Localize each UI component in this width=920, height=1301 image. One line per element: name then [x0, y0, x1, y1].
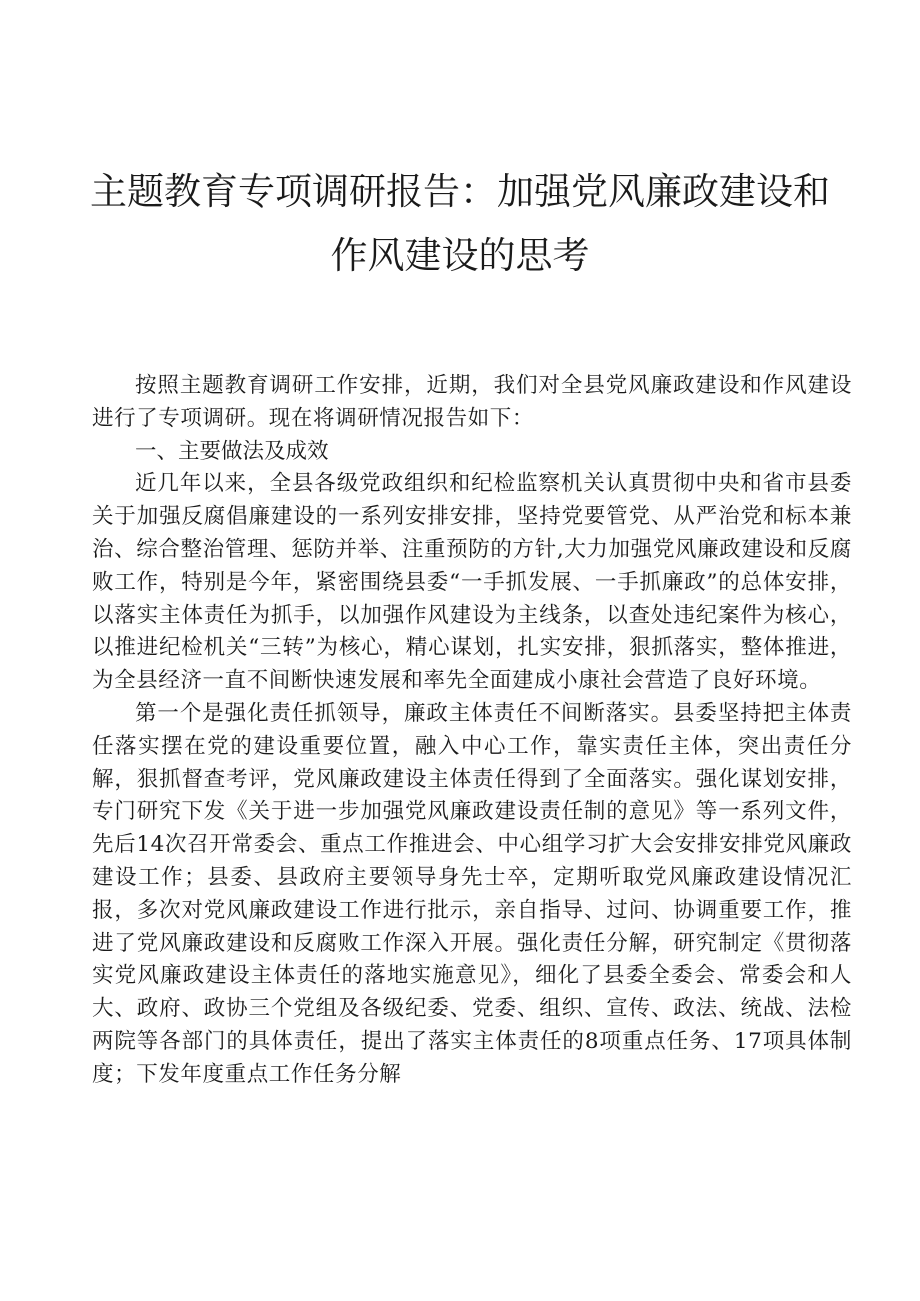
intro-paragraph: 按照主题教育调研工作安排，近期，我们对全县党风廉政建设和作风建设进行了专项调研。现在将调研情况报告如下：	[92, 373, 852, 431]
body-paragraph-1: 近几年以来，全县各级党政组织和纪检监察机关认真贯彻中央和省市县委关于加强反腐倡廉建设的一系列安排安排，坚持党要管党、从严治党和标本兼治、综合整治管理、惩防并举、注重预防的方针,大力加强党风廉政建设和反腐败工作，特别是今年，紧密围绕县委“一手抓发展、一手抓廉政”的总体安排，以落实主体责任为抓手，以加强作风建设为主线条，以查处违纪案件为核心，以推进纪检机关“三转”为核心，精心谋划，扎实安排，狠抓落实，整体推进，为全县经济一直不间断快速发展和率先全面建成小康社会营造了良好环境。	[92, 471, 852, 694]
document-title: 主题教育专项调研报告：加强党风廉政建设和作风建设的思考	[90, 170, 830, 277]
section-heading: 一、主要做法及成效	[135, 438, 329, 464]
document-body	[92, 370, 852, 1092]
body-paragraph-2: 第一个是强化责任抓领导，廉政主体责任不间断落实。县委坚持把主体责任落实摆在党的建设重要位置，融入中心工作，靠实责任主体，突出责任分解，狠抓督查考评，党风廉政建设主体责任得到了全面落实。强化谋划安排，专门研究下发《关于进一步加强党风廉政建设责任制的意见》等一系列文件，先后14次召开常委会、重点工作推进会、中心组学习扩大会安排安排党风廉政建设工作；县委、县政府主要领导身先士卒，定期听取党风廉政建设情况汇报，多次对党风廉政建设工作进行批示，亲自指导、过问、协调重要工作，推进了党风廉政建设和反腐败工作深入开展。强化责任分解，研究制定《贯彻落实党风廉政建设主体责任的落地实施意见》，细化了县委全委会、常委会和人大、政府、政协三个党组及各级纪委、党委、组织、宣传、政法、统战、法检两院等各部门的具体责任，提出了落实主体责任的8项重点任务、17项具体制度；下发年度重点工作任务分解	[92, 700, 852, 1087]
